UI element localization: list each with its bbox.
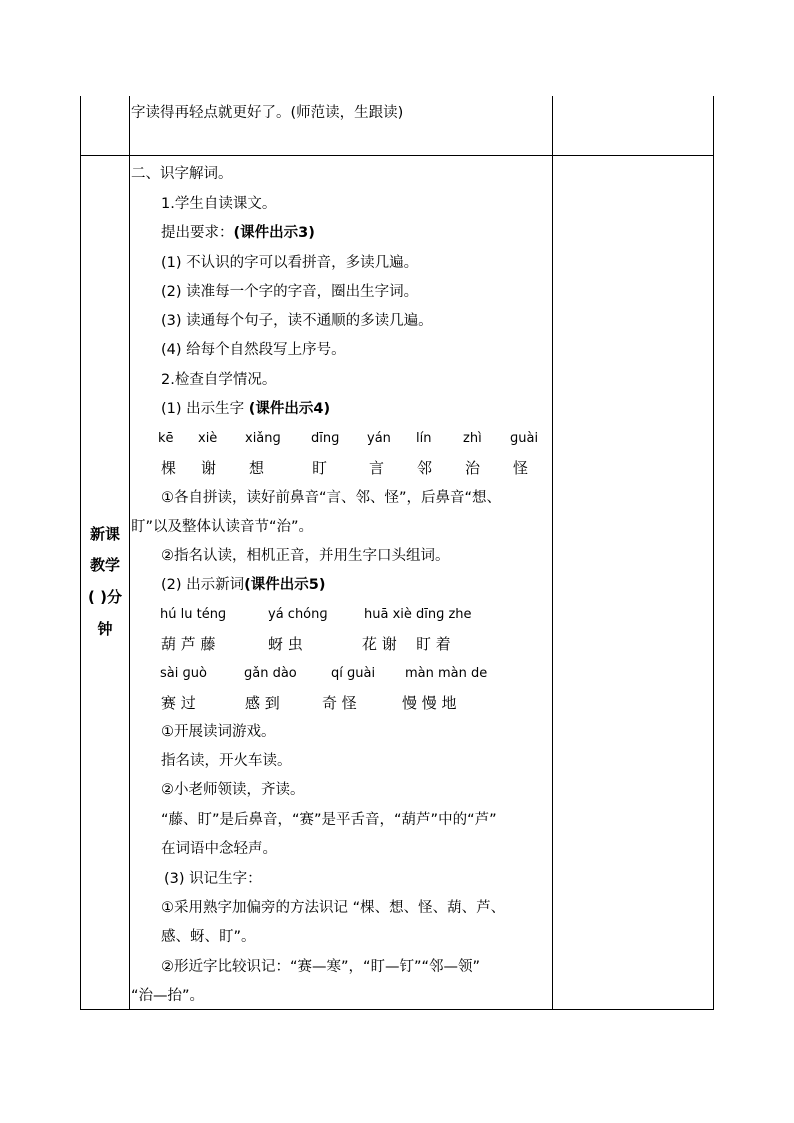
char-hanzi: 想 bbox=[249, 459, 265, 477]
char-pinyin: ɡuài bbox=[510, 431, 539, 446]
game-2: 指名读，开火车读。 bbox=[161, 753, 292, 769]
char-pinyin: zhì bbox=[463, 431, 482, 446]
top-row-text: 字读得再轻点就更好了。(师范读，生跟读) bbox=[131, 105, 404, 121]
game-3: ②小老师领读，齐读。 bbox=[161, 782, 305, 798]
word-pinyin: qí ɡuài bbox=[331, 666, 376, 681]
game-1: ①开展读词游戏。 bbox=[161, 724, 276, 740]
char-pinyin: kē bbox=[158, 431, 174, 446]
side-label-line1: 新课 bbox=[89, 525, 120, 543]
words-intro-prefix: (2) 出示新词 bbox=[161, 577, 245, 593]
memorize-1a: ①采用熟字加偏旁的方法识记 “棵、想、怪、葫、芦、 bbox=[161, 900, 506, 916]
requirement-3: (3) 读通每个句子，读不通顺的多读几遍。 bbox=[161, 313, 433, 329]
word-hanzi: 蚜 虫 bbox=[268, 635, 303, 653]
practice-1b: 盯”以及整体认读音节“治”。 bbox=[131, 519, 314, 535]
memorize-intro: (3) 识记生字： bbox=[164, 871, 262, 887]
word-hanzi: 花 谢 bbox=[362, 635, 397, 653]
table-row-divider bbox=[80, 155, 714, 156]
chars-intro-courseware: (课件出示4) bbox=[248, 401, 331, 417]
char-hanzi: 谢 bbox=[201, 459, 217, 477]
requirement-1: (1) 不认识的字可以看拼音，多读几遍。 bbox=[161, 255, 419, 271]
char-pinyin: xiè bbox=[198, 431, 218, 446]
char-pinyin: yán bbox=[367, 431, 391, 446]
side-label-line4: 钟 bbox=[97, 620, 113, 638]
table-border-right bbox=[713, 96, 714, 1010]
practice-1a: ①各自拼读，读好前鼻音“言、邻、怪”，后鼻音“想、 bbox=[161, 490, 502, 506]
word-hanzi: 盯 着 bbox=[416, 635, 451, 653]
side-label-line3: ( )分 bbox=[88, 588, 122, 606]
memorize-2b: “治—抬”。 bbox=[131, 988, 205, 1004]
note-2: 在词语中念轻声。 bbox=[161, 841, 277, 857]
words-intro-courseware: (课件出示5) bbox=[244, 577, 326, 593]
note-1: “藤、盯”是后鼻音，“赛”是平舌音，“葫芦”中的“芦” bbox=[161, 812, 497, 828]
word-pinyin: màn màn de bbox=[405, 666, 488, 681]
word-hanzi: 感 到 bbox=[245, 694, 280, 712]
char-hanzi: 治 bbox=[465, 459, 481, 477]
word-pinyin: yá chónɡ bbox=[268, 607, 328, 622]
table-border-col1 bbox=[129, 96, 130, 1010]
memorize-2a: ②形近字比较识记：“赛—寒”，“盯—钉”“邻—领” bbox=[161, 959, 481, 975]
side-label-line2: 教学 bbox=[89, 556, 120, 574]
practice-2: ②指名认读，相机正音，并用生字口头组词。 bbox=[161, 548, 450, 564]
memorize-1b: 感、蚜、盯”。 bbox=[161, 929, 256, 945]
requirements-line bbox=[161, 226, 315, 241]
chars-intro bbox=[161, 402, 330, 417]
word-pinyin: sài ɡuò bbox=[160, 666, 207, 681]
step-1: 1.学生自读课文。 bbox=[161, 196, 277, 212]
table-border-col2 bbox=[552, 96, 553, 1010]
char-pinyin: lín bbox=[416, 431, 432, 446]
char-hanzi: 棵 bbox=[161, 459, 177, 477]
word-pinyin: huā xiè bbox=[364, 607, 412, 622]
requirements-courseware: (课件出示3) bbox=[233, 225, 315, 241]
requirement-4: (4) 给每个自然段写上序号。 bbox=[161, 342, 346, 358]
word-hanzi: 赛 过 bbox=[161, 694, 196, 712]
word-pinyin: dīnɡ zhe bbox=[416, 607, 472, 622]
char-pinyin: dīnɡ bbox=[311, 431, 340, 446]
requirement-2: (2) 读准每一个字的字音，圈出生字词。 bbox=[161, 284, 419, 300]
char-hanzi: 言 bbox=[369, 459, 385, 477]
requirements-prefix: 提出要求： bbox=[161, 225, 234, 241]
word-hanzi: 慢 慢 地 bbox=[402, 694, 457, 712]
char-hanzi: 盯 bbox=[312, 459, 328, 477]
section-heading: 二、识字解词。 bbox=[131, 166, 233, 182]
word-pinyin: ɡǎn dào bbox=[244, 666, 297, 681]
word-hanzi: 奇 怪 bbox=[322, 694, 357, 712]
chars-intro-prefix: (1) 出示生字 bbox=[161, 401, 249, 417]
table-border-left bbox=[80, 96, 81, 1010]
char-hanzi: 邻 bbox=[417, 459, 433, 477]
word-pinyin: hú lu ténɡ bbox=[160, 607, 227, 622]
word-hanzi: 葫 芦 藤 bbox=[161, 635, 216, 653]
char-pinyin: xiǎnɡ bbox=[245, 431, 281, 446]
step-2: 2.检查自学情况。 bbox=[161, 372, 277, 388]
char-hanzi: 怪 bbox=[513, 459, 529, 477]
words-intro bbox=[161, 578, 326, 593]
table-border-bottom bbox=[80, 1009, 714, 1010]
